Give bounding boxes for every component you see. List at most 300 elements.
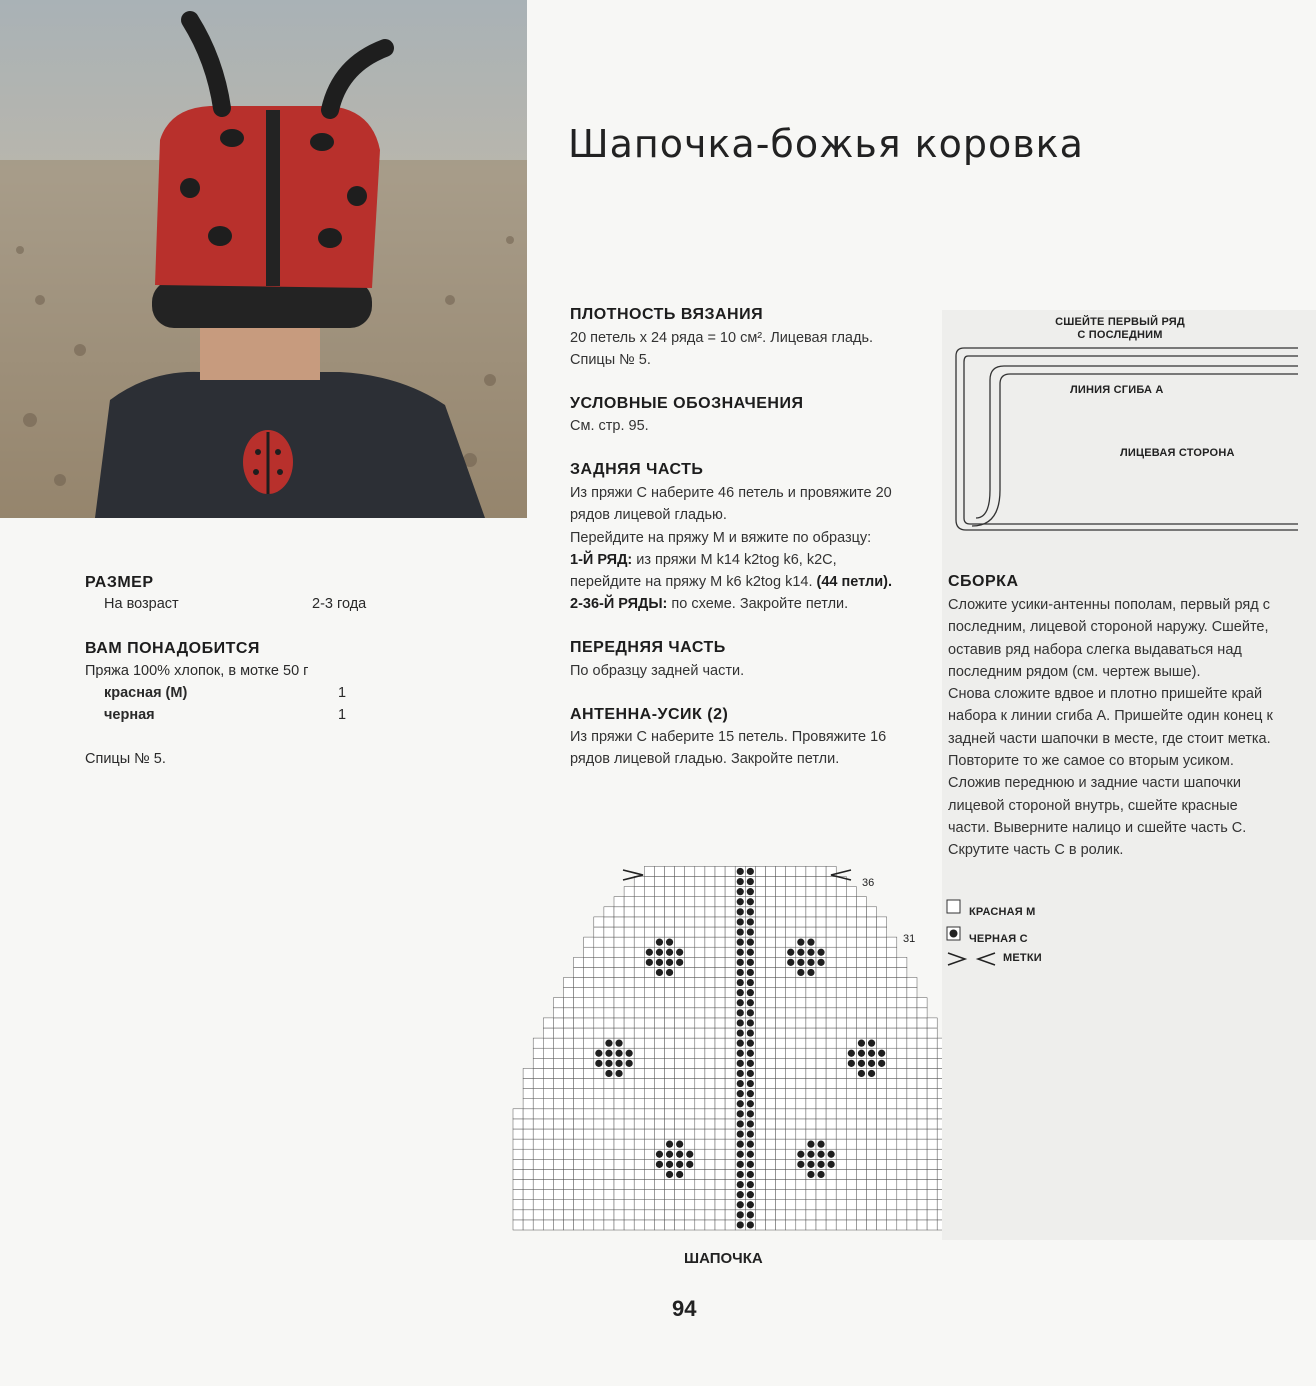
chart-cell <box>654 1038 664 1048</box>
chart-cell <box>776 1038 786 1048</box>
chart-cell <box>564 1038 574 1048</box>
chart-cell <box>654 998 664 1008</box>
chart-cell <box>725 1139 735 1149</box>
chart-cell <box>574 1058 584 1068</box>
chart-cell <box>543 1210 553 1220</box>
chart-cell <box>816 1079 826 1089</box>
chart-cell <box>614 1169 624 1179</box>
chart-cell <box>705 1210 715 1220</box>
chart-cell <box>766 998 776 1008</box>
chart-cell <box>675 1038 685 1048</box>
chart-cell <box>685 1089 695 1099</box>
chart-cell <box>644 1210 654 1220</box>
chart-cell <box>634 1008 644 1018</box>
chart-cell <box>533 1119 543 1129</box>
chart-cell <box>644 1200 654 1210</box>
chart-dot <box>747 1100 754 1107</box>
chart-dot <box>737 949 744 956</box>
chart-dot <box>737 1181 744 1188</box>
chart-cell <box>634 1200 644 1210</box>
chart-cell <box>634 1079 644 1089</box>
chart-dot <box>737 898 744 905</box>
chart-cell <box>685 1048 695 1058</box>
chart-cell <box>644 937 654 947</box>
assembly-line: набора к линии сгиба А. Пришейте один конец к <box>948 708 1273 725</box>
chart-cell <box>725 1028 735 1038</box>
chart-cell <box>543 1099 553 1109</box>
chart-cell <box>776 967 786 977</box>
chart-cell <box>513 1169 523 1179</box>
chart-cell <box>584 1200 594 1210</box>
chart-cell <box>755 887 765 897</box>
chart-cell <box>634 877 644 887</box>
chart-cell <box>806 1200 816 1210</box>
chart-cell <box>836 927 846 937</box>
chart-cell <box>776 1200 786 1210</box>
chart-cell <box>644 1018 654 1028</box>
chart-cell <box>877 1129 887 1139</box>
antenna-line-2: рядов лицевой гладью. Закройте петли. <box>570 751 840 768</box>
chart-cell <box>846 1169 856 1179</box>
chart-cell <box>826 1038 836 1048</box>
chart-cell <box>776 897 786 907</box>
chart-cell <box>624 1028 634 1038</box>
chart-cell <box>776 1109 786 1119</box>
chart-cell <box>887 988 897 998</box>
chart-dot <box>797 1161 804 1168</box>
chart-cell <box>695 1159 705 1169</box>
chart-cell <box>584 1079 594 1089</box>
chart-cell <box>584 1159 594 1169</box>
chart-dot <box>737 939 744 946</box>
chart-cell <box>513 1210 523 1220</box>
chart-dot <box>747 1080 754 1087</box>
chart-cell <box>755 978 765 988</box>
chart-cell <box>846 957 856 967</box>
chart-cell <box>574 1008 584 1018</box>
chart-cell <box>675 1190 685 1200</box>
chart-cell <box>816 1220 826 1230</box>
chart-cell <box>665 998 675 1008</box>
chart-cell <box>755 1180 765 1190</box>
chart-cell <box>705 1008 715 1018</box>
chart-cell <box>564 1169 574 1179</box>
chart-cell <box>553 1079 563 1089</box>
chart-cell <box>553 1058 563 1068</box>
chart-cell <box>553 1180 563 1190</box>
chart-dot <box>747 1040 754 1047</box>
chart-dot <box>656 949 663 956</box>
chart-cell <box>574 967 584 977</box>
chart-cell <box>816 978 826 988</box>
chart-cell <box>725 957 735 967</box>
chart-cell <box>543 1200 553 1210</box>
chart-cell <box>826 927 836 937</box>
chart-cell <box>644 1169 654 1179</box>
chart-cell <box>776 1089 786 1099</box>
chart-cell <box>877 998 887 1008</box>
chart-cell <box>755 1139 765 1149</box>
chart-cell <box>907 1129 917 1139</box>
chart-cell <box>695 907 705 917</box>
chart-cell <box>584 937 594 947</box>
chart-cell <box>553 1169 563 1179</box>
chart-cell <box>856 1139 866 1149</box>
chart-cell <box>826 1028 836 1038</box>
chart-cell <box>725 998 735 1008</box>
chart-cell <box>836 957 846 967</box>
chart-cell <box>594 1089 604 1099</box>
chart-cell <box>634 907 644 917</box>
chart-cell <box>725 1119 735 1129</box>
chart-cell <box>715 1210 725 1220</box>
chart-cell <box>836 1190 846 1200</box>
chart-cell <box>755 937 765 947</box>
chart-cell <box>715 1119 725 1129</box>
chart-dot <box>858 1060 865 1067</box>
chart-dot <box>737 1040 744 1047</box>
chart-cell <box>907 1190 917 1200</box>
chart-cell <box>584 967 594 977</box>
chart-cell <box>665 1008 675 1018</box>
chart-cell <box>806 1079 816 1089</box>
chart-cell <box>927 1149 937 1159</box>
chart-cell <box>897 1200 907 1210</box>
chart-cell <box>816 1058 826 1068</box>
chart-cell <box>715 917 725 927</box>
chart-cell <box>685 1038 695 1048</box>
chart-cell <box>543 1048 553 1058</box>
chart-dot <box>797 939 804 946</box>
chart-dot <box>848 1050 855 1057</box>
chart-cell <box>584 1099 594 1109</box>
assembly-line: части. Выверните налицо и сшейте часть С. <box>948 819 1247 836</box>
chart-cell <box>705 917 715 927</box>
chart-cell <box>695 927 705 937</box>
chart-dot <box>737 1211 744 1218</box>
gauge-heading: ПЛОТНОСТЬ ВЯЗАНИЯ <box>570 306 764 323</box>
chart-cell <box>675 1210 685 1220</box>
chart-cell <box>634 1099 644 1109</box>
chart-cell <box>856 988 866 998</box>
chart-dot <box>747 1009 754 1016</box>
chart-cell <box>705 937 715 947</box>
chart-dot <box>737 1110 744 1117</box>
chart-cell <box>695 1190 705 1200</box>
chart-dot <box>676 1171 683 1178</box>
chart-cell <box>836 1220 846 1230</box>
chart-cell <box>796 1139 806 1149</box>
chart-cell <box>695 978 705 988</box>
chart-cell <box>907 1149 917 1159</box>
chart-cell <box>887 1129 897 1139</box>
chart-cell <box>685 1119 695 1129</box>
chart-cell <box>634 967 644 977</box>
chart-cell <box>665 1210 675 1220</box>
chart-cell <box>856 998 866 1008</box>
chart-cell <box>877 957 887 967</box>
chart-cell <box>624 1068 634 1078</box>
chart-cell <box>917 1038 927 1048</box>
chart-cell <box>856 1099 866 1109</box>
chart-cell <box>887 947 897 957</box>
chart-dot <box>747 1211 754 1218</box>
chart-cell <box>634 887 644 897</box>
chart-cell <box>786 1129 796 1139</box>
chart-cell <box>584 1008 594 1018</box>
chart-cell <box>523 1200 533 1210</box>
chart-cell <box>806 1058 816 1068</box>
chart-cell <box>816 877 826 887</box>
chart-cell <box>685 1099 695 1109</box>
knitting-chart <box>505 860 995 1245</box>
chart-cell <box>846 1210 856 1220</box>
chart-cell <box>584 1058 594 1068</box>
chart-cell <box>907 1109 917 1119</box>
chart-cell <box>523 1089 533 1099</box>
chart-cell <box>927 1038 937 1048</box>
chart-cell <box>927 1058 937 1068</box>
chart-cell <box>856 1089 866 1099</box>
chart-cell <box>766 1008 776 1018</box>
chart-cell <box>776 1129 786 1139</box>
chart-cell <box>826 1109 836 1119</box>
chart-cell <box>533 1048 543 1058</box>
chart-dot <box>817 1171 824 1178</box>
chart-cell <box>654 917 664 927</box>
chart-cell <box>897 978 907 988</box>
chart-cell <box>846 1190 856 1200</box>
chart-cell <box>604 917 614 927</box>
chart-cell <box>887 1018 897 1028</box>
chart-cell <box>867 1180 877 1190</box>
chart-cell <box>654 866 664 876</box>
chart-cell <box>665 1018 675 1028</box>
chart-cell <box>654 907 664 917</box>
chart-cell <box>836 1038 846 1048</box>
chart-cell <box>816 998 826 1008</box>
chart-cell <box>584 947 594 957</box>
assembly-heading: СБОРКА <box>948 573 1019 590</box>
chart-dot <box>737 1050 744 1057</box>
chart-cell <box>917 1220 927 1230</box>
chart-cell <box>806 1018 816 1028</box>
chart-cell <box>543 1058 553 1068</box>
chart-cell <box>533 1169 543 1179</box>
chart-cell <box>695 1129 705 1139</box>
chart-cell <box>715 866 725 876</box>
yarn-text: Пряжа 100% хлопок, в мотке 50 г <box>85 663 309 679</box>
chart-cell <box>604 957 614 967</box>
chart-cell <box>705 1220 715 1230</box>
chart-cell <box>887 1058 897 1068</box>
chart-cell <box>584 1089 594 1099</box>
chart-cell <box>806 988 816 998</box>
chart-cell <box>685 967 695 977</box>
chart-cell <box>826 1058 836 1068</box>
chart-dot <box>737 959 744 966</box>
chart-cell <box>755 998 765 1008</box>
chart-cell <box>705 978 715 988</box>
chart-cell <box>644 1038 654 1048</box>
chart-cell <box>675 917 685 927</box>
chart-cell <box>856 967 866 977</box>
chart-dot <box>747 1171 754 1178</box>
chart-cell <box>796 1079 806 1089</box>
chart-dot <box>615 1040 622 1047</box>
chart-cell <box>624 1200 634 1210</box>
chart-cell <box>917 1068 927 1078</box>
red-yarn-qty: 1 <box>338 685 347 701</box>
chart-cell <box>705 1068 715 1078</box>
chart-cell <box>654 1210 664 1220</box>
chart-cell <box>564 1079 574 1089</box>
chart-cell <box>917 998 927 1008</box>
chart-cell <box>755 1099 765 1109</box>
chart-cell <box>897 1149 907 1159</box>
chart-cell <box>543 1028 553 1038</box>
assembly-line: оставив ряд набора слегка выдаваться над <box>948 641 1242 658</box>
chart-dot <box>737 1029 744 1036</box>
chart-cell <box>826 988 836 998</box>
chart-cell <box>634 1018 644 1028</box>
chart-cell <box>806 866 816 876</box>
chart-cell <box>644 1149 654 1159</box>
chart-cell <box>594 1200 604 1210</box>
chart-cell <box>907 978 917 988</box>
chart-cell <box>846 1109 856 1119</box>
chart-cell <box>887 937 897 947</box>
chart-cell <box>786 1139 796 1149</box>
chart-dot <box>868 1060 875 1067</box>
chart-cell <box>877 1089 887 1099</box>
chart-cell <box>715 957 725 967</box>
chart-cell <box>604 1028 614 1038</box>
chart-cell <box>776 917 786 927</box>
chart-cell <box>766 957 776 967</box>
chart-dot <box>807 1171 814 1178</box>
chart-cell <box>624 897 634 907</box>
chart-dot <box>737 928 744 935</box>
chart-cell <box>846 988 856 998</box>
chart-cell <box>624 967 634 977</box>
chart-cell <box>725 1099 735 1109</box>
chart-cell <box>836 1169 846 1179</box>
chart-cell <box>604 1190 614 1200</box>
chart-cell <box>766 907 776 917</box>
chart-dot <box>737 918 744 925</box>
chart-cell <box>826 1048 836 1058</box>
chart-cell <box>725 967 735 977</box>
row-number-31: 31 <box>903 933 916 945</box>
chart-cell <box>867 1028 877 1038</box>
chart-cell <box>796 877 806 887</box>
chart-cell <box>867 1109 877 1119</box>
chart-cell <box>776 866 786 876</box>
chart-cell <box>836 1079 846 1089</box>
chart-cell <box>584 1038 594 1048</box>
chart-cell <box>705 1018 715 1028</box>
chart-cell <box>766 1169 776 1179</box>
chart-cell <box>846 887 856 897</box>
chart-cell <box>725 1159 735 1169</box>
chart-cell <box>665 1129 675 1139</box>
chart-cell <box>766 947 776 957</box>
chart-cell <box>685 1068 695 1078</box>
chart-cell <box>806 1180 816 1190</box>
chart-cell <box>705 1028 715 1038</box>
chart-cell <box>856 947 866 957</box>
chart-dot <box>747 1090 754 1097</box>
chart-cell <box>533 1210 543 1220</box>
chart-dot <box>747 1050 754 1057</box>
chart-cell <box>604 1119 614 1129</box>
chart-cell <box>594 937 604 947</box>
chart-cell <box>826 1129 836 1139</box>
chart-cell <box>836 1008 846 1018</box>
chart-cell <box>584 1139 594 1149</box>
chart-cell <box>836 907 846 917</box>
chart-cell <box>715 1089 725 1099</box>
chart-cell <box>877 1190 887 1200</box>
chart-cell <box>665 1109 675 1119</box>
chart-cell <box>644 917 654 927</box>
chart-cell <box>806 877 816 887</box>
assembly-text <box>948 594 1308 862</box>
chart-cell <box>755 988 765 998</box>
chart-cell <box>897 1018 907 1028</box>
chart-cell <box>594 927 604 937</box>
chart-cell <box>685 877 695 887</box>
chart-cell <box>644 1079 654 1089</box>
chart-cell <box>806 1190 816 1200</box>
chart-cell <box>705 1180 715 1190</box>
chart-cell <box>695 1169 705 1179</box>
chart-cell <box>887 1048 897 1058</box>
chart-cell <box>826 1210 836 1220</box>
chart-cell <box>836 1018 846 1028</box>
chart-cell <box>654 1099 664 1109</box>
chart-cell <box>665 907 675 917</box>
chart-cell <box>877 1028 887 1038</box>
chart-dot <box>666 1151 673 1158</box>
chart-cell <box>574 1220 584 1230</box>
chart-cell <box>786 1089 796 1099</box>
fold-diagram <box>942 340 1312 540</box>
chart-dot <box>747 999 754 1006</box>
chart-cell <box>564 1048 574 1058</box>
chart-cell <box>604 1129 614 1139</box>
chart-cell <box>665 1068 675 1078</box>
chart-cell <box>897 1028 907 1038</box>
chart-cell <box>564 1018 574 1028</box>
assembly-line: Скрутите часть С в ролик. <box>948 842 1124 859</box>
chart-cell <box>927 1048 937 1058</box>
chart-cell <box>705 967 715 977</box>
chart-cell <box>533 1058 543 1068</box>
chart-cell <box>654 877 664 887</box>
chart-cell <box>533 1089 543 1099</box>
chart-dot <box>666 969 673 976</box>
chart-dot <box>676 959 683 966</box>
chart-dot <box>656 959 663 966</box>
chart-cell <box>624 1089 634 1099</box>
chart-cell <box>705 957 715 967</box>
chart-dot <box>737 979 744 986</box>
chart-cell <box>543 1038 553 1048</box>
chart-cell <box>715 988 725 998</box>
chart-cell <box>715 1109 725 1119</box>
